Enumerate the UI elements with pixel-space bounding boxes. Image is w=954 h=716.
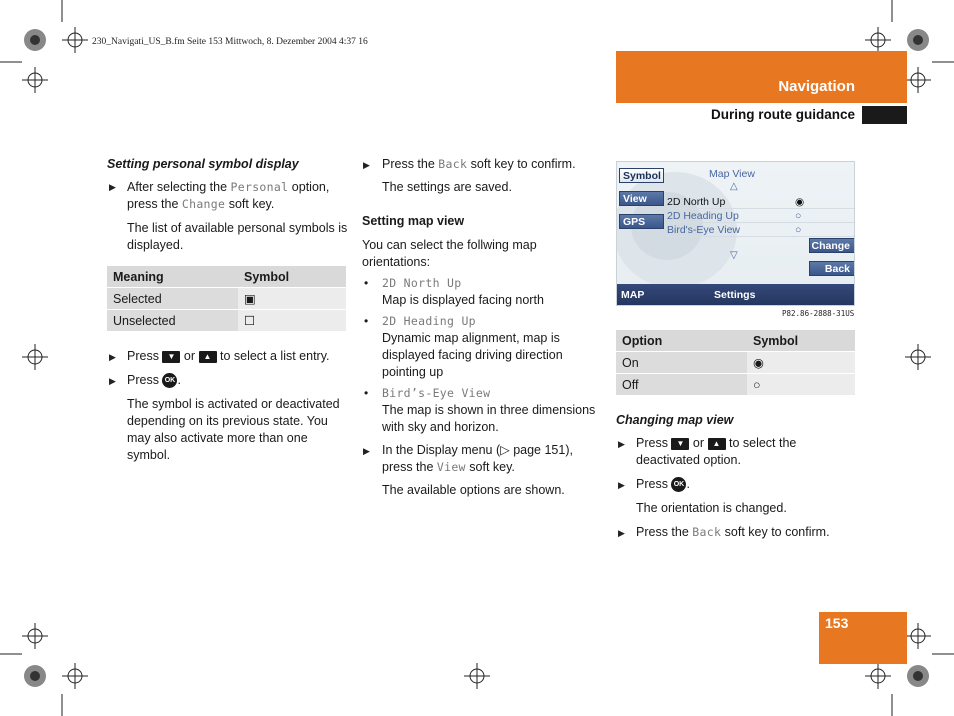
col3-step2: Press OK . <box>636 477 690 491</box>
selected-symbol-icon: ▣ <box>238 288 346 310</box>
ok-button-icon: OK <box>671 477 686 492</box>
scroll-down-icon[interactable]: ▽ <box>730 250 738 261</box>
step-arrow: ▶ <box>109 352 116 362</box>
up-arrow-key-icon: ▲ <box>199 351 217 363</box>
gps-softkey[interactable]: GPS <box>619 214 664 229</box>
step-arrow: ▶ <box>618 528 625 538</box>
bullet: • <box>364 386 369 400</box>
header-tab-marker <box>862 106 907 124</box>
changing-map-view-heading: Changing map view <box>616 413 734 427</box>
map-view-screen <box>616 161 855 306</box>
unselected-symbol-icon: ☐ <box>238 310 346 332</box>
radio-off-icon: ○ <box>747 374 855 396</box>
col3-note: The orientation is changed. <box>636 501 787 515</box>
personal-symbol-heading: Setting personal symbol display <box>107 157 299 171</box>
bar-settings-label: Settings <box>714 289 756 301</box>
step-arrow: ▶ <box>618 480 625 490</box>
down-arrow-key-icon: ▼ <box>671 438 689 450</box>
scroll-up-icon[interactable]: △ <box>730 181 738 192</box>
option-heading-up: 2D Heading Up Dynamic map alignment, map is displayed facing driving direction pointing up <box>382 314 563 379</box>
page-number: 153 <box>825 615 849 631</box>
option-symbol-table <box>616 330 855 396</box>
view-softkey[interactable]: View <box>619 191 664 206</box>
section-header-box <box>616 51 907 103</box>
table-row: Off ○ <box>616 374 855 396</box>
table-header-option: Option <box>616 330 747 352</box>
step-arrow: ▶ <box>618 439 625 449</box>
screen-status-bar <box>617 284 855 306</box>
col1-step1: After selecting the Personal option, press the Change soft key. <box>127 180 330 211</box>
table-header-meaning: Meaning <box>107 266 238 288</box>
bullet: • <box>364 276 369 290</box>
screen-title: Map View <box>709 168 755 180</box>
map-view-heading: Setting map view <box>362 214 465 228</box>
option-birds-eye: Bird’s-Eye View The map is shown in three dimensions with sky and horizon. <box>382 386 596 434</box>
option-north-up: 2D North Up Map is displayed facing north <box>382 276 544 307</box>
subsection-title: During route guidance <box>710 107 855 122</box>
col1-note2: The symbol is activated or deactivated depending on its previous state. You may also activate more than one symbol. <box>127 397 340 462</box>
symbol-softkey[interactable]: Symbol <box>619 168 664 183</box>
col2-note2: The available options are shown. <box>382 483 565 497</box>
down-arrow-key-icon: ▼ <box>162 351 180 363</box>
col3-step1: Press ▼ or ▲ to select the deactivated option. <box>636 436 797 467</box>
table-header-symbol: Symbol <box>747 330 855 352</box>
table-row: Selected ▣ <box>107 288 346 310</box>
radio-on-icon: ◉ <box>795 196 805 208</box>
screen-row-heading-up[interactable]: 2D Heading Up ○ <box>667 209 855 223</box>
step-arrow: ▶ <box>363 160 370 170</box>
file-info-line: 230_Navigati_US_B.fm Seite 153 Mittwoch, 8. Dezember 2004 4:37 16 <box>92 37 368 47</box>
back-softkey[interactable]: Back <box>809 261 855 276</box>
step-arrow: ▶ <box>109 182 116 192</box>
radio-on-icon: ◉ <box>747 352 855 374</box>
table-row: Unselected ☐ <box>107 310 346 332</box>
map-view-intro: You can select the follwing map orientations: <box>362 238 537 269</box>
screen-row-north-up[interactable]: 2D North Up ◉ <box>667 195 855 209</box>
col3-step3: Press the Back soft key to confirm. <box>636 525 830 539</box>
radio-off-icon: ○ <box>795 224 802 236</box>
table-header-symbol: Symbol <box>238 266 346 288</box>
up-arrow-key-icon: ▲ <box>708 438 726 450</box>
col2-step2: In the Display menu (▷ page 151), press the View soft key. <box>382 443 573 474</box>
col1-step2: Press ▼ or ▲ to select a list entry. <box>127 349 330 363</box>
figure-caption-code: P82.86-2888-31US <box>782 309 855 318</box>
radio-off-icon: ○ <box>795 210 802 222</box>
screen-row-birds-eye[interactable]: Bird's-Eye View ○ <box>667 223 855 237</box>
bullet: • <box>364 314 369 328</box>
step-arrow: ▶ <box>109 376 116 386</box>
col2-step1: Press the Back soft key to confirm. <box>382 157 576 171</box>
col1-step3: Press OK . <box>127 373 181 387</box>
step-arrow: ▶ <box>363 446 370 456</box>
personal-symbol-table <box>107 266 346 332</box>
change-softkey[interactable]: Change <box>809 238 855 253</box>
section-title: Navigation <box>778 78 855 95</box>
col2-note1: The settings are saved. <box>382 180 512 194</box>
col1-note1: The list of available personal symbols is displayed. <box>127 221 348 252</box>
table-row: On ◉ <box>616 352 855 374</box>
ok-button-icon: OK <box>162 373 177 388</box>
bar-map-label: MAP <box>621 289 645 301</box>
